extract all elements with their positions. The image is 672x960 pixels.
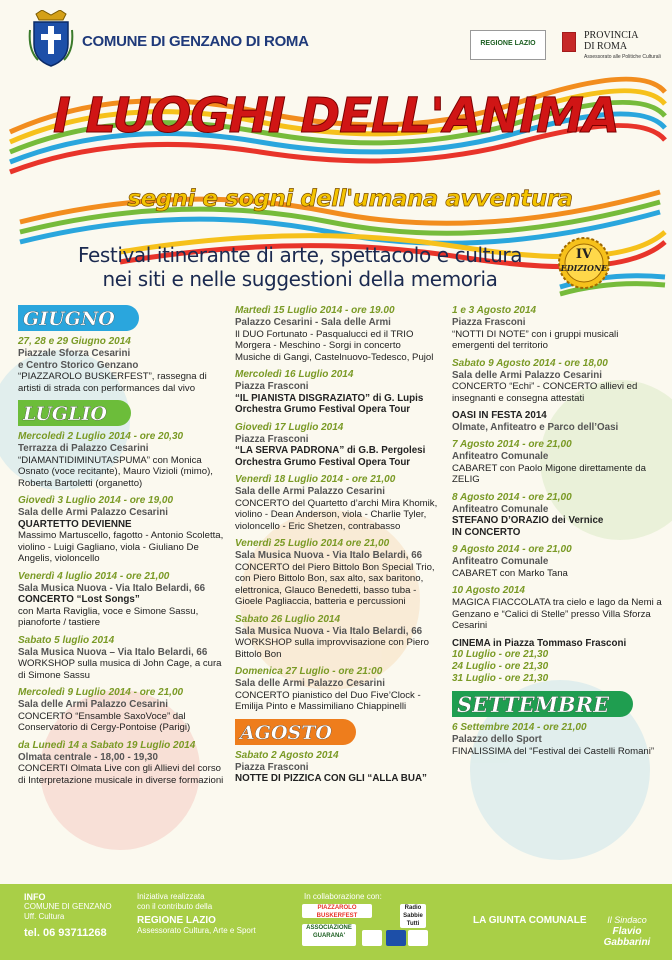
event-item (452, 410, 662, 433)
event-item (18, 336, 228, 394)
province-crest-icon (562, 32, 576, 52)
event-date: 10 Luglio - ore 21,30 (452, 649, 549, 660)
month-luglio: LUGLIO (18, 400, 228, 427)
event-place: Piazza Frasconi (235, 761, 309, 773)
provincia-sub: Assessorato alle Politiche Culturali (584, 54, 661, 60)
event-place: e Centro Storico Genzano (18, 359, 139, 371)
event-place: Sala Musica Nuova - Via Italo Belardi, 66 (18, 582, 206, 594)
event-desc2: Orchestra Grumo Festival Opera Tour (235, 456, 411, 468)
sindaco-title: Il Sindaco (607, 915, 647, 925)
event-place: Palazzo dello Sport (452, 734, 542, 745)
info-phone: tel. 06 93711268 (24, 927, 107, 939)
event-desc: CONCERTO del Quartetto d’archi Mira Khomik, violino - Dean Anderson, viola - Charlie Tyler, violoncello - Eric Shetzen, contrabasso (235, 497, 438, 532)
event-desc2: con Marta Raviglia, voce e Simone Sassu, pianoforte / tastiere (18, 605, 199, 628)
month-agosto: AGOSTO (235, 719, 440, 746)
info-title: INFO (24, 892, 46, 902)
info-line1: COMUNE DI GENZANO (24, 902, 112, 911)
initiative-line1: Iniziativa realizzata (137, 892, 205, 901)
event-place: Sala delle Armi Palazzo Cesarini (18, 507, 168, 518)
event-date: Martedì 15 Luglio 2014 - ore 19.00 (235, 305, 395, 316)
event-date: Mercoledì 9 Luglio 2014 - ore 21,00 (18, 687, 184, 698)
event-item (18, 635, 228, 682)
event-place: Piazza Frasconi (452, 317, 526, 328)
event-place: Anfiteatro Comunale (452, 503, 549, 515)
info-line2: Uff. Cultura (24, 912, 65, 921)
tagline-line1: Festival itinerante di arte, spettacolo e cultura (77, 243, 523, 267)
festival-subtitle: segni e sogni dell'umana avventura (127, 186, 573, 212)
event-date: Mercoledì 2 Luglio 2014 - ore 20,30 (18, 431, 184, 442)
event-desc: “NOTTI DI NOTE” con i gruppi musicali emergenti del territorio (452, 328, 619, 351)
event-item (235, 750, 440, 785)
event-place: Sala delle Armi Palazzo Cesarini (235, 678, 385, 689)
event-date: 27, 28 e 29 Giugno 2014 (18, 336, 131, 347)
event-date: Venerdì 4 luglio 2014 - ore 21,00 (18, 570, 170, 582)
event-date: 31 Luglio - ore 21,30 (452, 673, 549, 684)
event-date: 7 Agosto 2014 - ore 21,00 (452, 439, 572, 450)
event-place: Sala delle Armi Palazzo Cesarini (18, 699, 168, 710)
event-head: CINEMA in Piazza Tommaso Frasconi (452, 637, 627, 649)
event-desc: CABARET con Paolo Migone direttamente da ZELIG (452, 462, 646, 485)
provincia-logo (562, 30, 670, 66)
event-place: Sala Musica Nuova - Via Italo Belardi, 66 (235, 625, 423, 637)
event-date: Sabato 5 luglio 2014 (18, 634, 115, 646)
event-desc: CONCERTO pianistico del Duo Five’Clock - Emilija Pinto e Massimiliano Chiappinelli (235, 689, 421, 712)
event-desc: WORKSHOP sulla musica di John Cage, a cura di Simone Sassu (18, 658, 222, 681)
event-head: OASI IN FESTA 2014 (452, 410, 547, 421)
event-item (235, 305, 440, 363)
initiative-regione: REGIONE LAZIO (137, 915, 216, 926)
event-date: Sabato 9 Agosto 2014 - ore 18,00 (452, 357, 608, 369)
event-desc: “DIAMANTIDIMINUTASPUMA” con Monica Osnato (voce recitante), Mauro Vizioli (mimo), Roberta Bartoletti (organetto) (18, 454, 213, 489)
initiative-assessorato: Assessorato Cultura, Arte e Sport (137, 926, 256, 935)
column-3 (452, 305, 662, 763)
event-place: Sala Musica Nuova – Via Italo Belardi, 66 (18, 646, 208, 658)
event-date: 6 Settembre 2014 - ore 21,00 (452, 722, 587, 733)
event-item (452, 544, 662, 579)
event-item (18, 687, 228, 734)
footer-initiative (137, 892, 256, 936)
guarana-logo: ASSOCIAZIONE GUARANA' (302, 924, 356, 946)
event-desc: Il DUO Fortunato - Pasqualucci ed il TRIO Morgera - Meschino - Sorgi in concerto (235, 328, 414, 351)
event-date: 10 Agosto 2014 (452, 585, 525, 596)
event-place: Terrazza di Palazzo Cesarini (18, 443, 149, 454)
event-item (235, 474, 440, 532)
event-desc: “PIAZZAROLO BUSKERFEST”, rassegna di artisti di strada con performances dal vivo (18, 371, 207, 394)
event-desc: “LA SERVA PADRONA” di G.B. Pergolesi (235, 445, 426, 456)
event-desc: QUARTETTO DEVIENNE (18, 518, 132, 530)
header (0, 0, 672, 72)
provincia-name: PROVINCIA DI ROMA (584, 30, 639, 52)
event-item (452, 305, 662, 352)
event-item (18, 571, 228, 629)
tagline-line2: nei siti e nelle suggestioni della memoria (102, 267, 498, 291)
event-desc: “IL PIANISTA DISGRAZIATO” di G. Lupis (235, 392, 424, 404)
event-desc: WORKSHOP sulla improvvisazione con Piero Bittolo Bon (235, 637, 429, 660)
event-date: Mercoledì 16 Luglio 2014 (235, 369, 354, 380)
column-1 (18, 305, 228, 792)
event-date: da Lunedì 14 a Sabato 19 Luglio 2014 (18, 739, 196, 751)
event-desc2: IN CONCERTO (452, 526, 521, 538)
event-place: Sala delle Armi Palazzo Cesarini (452, 369, 602, 381)
event-item (235, 369, 440, 416)
event-date: Giovedì 3 Luglio 2014 - ore 19,00 (18, 495, 174, 506)
event-item (452, 638, 662, 686)
event-desc2: Orchestra Grumo Festival Opera Tour (235, 404, 411, 415)
buskerfest-logo: PIAZZAROLO BUSKERFEST (302, 904, 372, 918)
small-logo-1 (362, 930, 382, 946)
event-desc: CONCERTO “Lost Songs” (18, 594, 140, 605)
event-item (452, 439, 662, 486)
event-date: 1 e 3 Agosto 2014 (452, 305, 537, 316)
festival-title: I LUOGHI DELL'ANIMA (52, 88, 620, 144)
event-desc2: Massimo Martuscello, fagotto - Antonio Scoletta, violino - Luigi Gagliano, viola - Giuliano De Angelis, violoncello (18, 530, 224, 564)
event-date: Venerdì 18 Luglio 2014 - ore 21,00 (235, 474, 396, 485)
event-place: Piazzale Sforza Cesarini (18, 348, 131, 359)
event-date: 9 Agosto 2014 - ore 21,00 (452, 544, 572, 555)
collab-logos (300, 904, 430, 950)
collab-label: In collaborazione con: (304, 892, 382, 901)
event-date: Sabato 2 Agosto 2014 (235, 749, 339, 761)
sindaco-name: Flavio Gabbarini (603, 926, 651, 948)
initiative-line2: con il contributo della (137, 902, 213, 911)
event-place: Piazza Frasconi (235, 433, 309, 445)
event-place: Olmata centrale - 18,00 - 19,30 (18, 751, 158, 763)
event-item (235, 614, 440, 661)
event-item (452, 492, 662, 539)
event-date: Venerdì 25 Luglio 2014 ore 21,00 (235, 538, 390, 549)
column-2 (235, 305, 440, 791)
event-date: 24 Luglio - ore 21,30 (452, 661, 549, 672)
event-item (235, 538, 440, 608)
regione-lazio-logo-text: REGIONE LAZIO (480, 40, 536, 47)
event-desc: NOTTE DI PIZZICA CON GLI “ALLA BUA” (235, 773, 427, 784)
event-item (18, 740, 228, 787)
event-place: Sala Musica Nuova - Via Italo Belardi, 66 (235, 550, 423, 561)
event-item (235, 422, 440, 469)
event-item (452, 585, 662, 632)
event-date: Sabato 26 Luglio 2014 (235, 613, 341, 625)
event-item (235, 666, 440, 713)
radio-logo: Radio Sabbie Tutti (400, 904, 426, 928)
footer (0, 884, 672, 960)
event-place: Anfiteatro Comunale (452, 451, 549, 462)
event-place: Anfiteatro Comunale (452, 556, 549, 567)
event-desc: FINALISSIMA del “Festival dei Castelli Romani” (452, 745, 655, 757)
event-place: Olmate, Anfiteatro e Parco dell’Oasi (452, 421, 619, 433)
event-desc: CONCERTO “Echi” - CONCERTO allievi ed insegnanti e consegna attestati (452, 381, 638, 404)
month-settembre: SETTEMBRE (452, 691, 662, 718)
event-desc: CONCERTO del Piero Bittolo Bon Special Trio, con Piero Bittolo Bon, sax alto, sax baritono, elettronica, Glauco Benedetti, basso tuba - Gioele Pagliaccia, batteria e percussioni (235, 561, 435, 607)
sindaco (592, 915, 662, 948)
giunta-comunale: LA GIUNTA COMUNALE (473, 915, 587, 926)
crest-icon (28, 10, 74, 68)
event-desc: STEFANO D’ORAZIO dei Vernice (452, 515, 604, 526)
event-desc2: Musiche di Gangi, Castelnuovo-Tedesco, Pujol (235, 351, 434, 363)
event-date: Giovedì 17 Luglio 2014 (235, 421, 344, 433)
event-place: Sala delle Armi Palazzo Cesarini (235, 486, 385, 497)
small-logo-2 (386, 930, 406, 946)
event-desc: CONCERTO “Ensamble SaxoVoce” dal Conservatorio di Cergy-Pontoise (Parigi) (18, 710, 191, 733)
event-date: Domenica 27 Luglio - ore 21:00 (235, 666, 383, 677)
edition-label: EDIZIONE (560, 263, 608, 273)
event-item (18, 431, 228, 489)
event-desc: CABARET con Marko Tana (452, 567, 568, 579)
footer-info (24, 892, 112, 938)
event-item (452, 358, 662, 405)
regione-lazio-logo (470, 30, 546, 60)
month-giugno: GIUGNO (18, 305, 228, 332)
event-place: Piazza Frasconi (235, 381, 309, 392)
edition-number: IV (575, 247, 593, 262)
event-place: Palazzo Cesarini - Sala delle Armi (235, 317, 391, 328)
event-item (18, 495, 228, 565)
edition-seal-icon (558, 237, 610, 289)
event-date: 8 Agosto 2014 - ore 21,00 (452, 491, 572, 503)
event-desc: CONCERTI Olmata Live con gli Allievi del corso di Interpretazione musicale in diverse formazioni (18, 763, 224, 786)
event-desc: MAGICA FIACCOLATA tra cielo e lago da Nemi a Genzano e “Calici di Stelle” presso Villa Sforza Cesarini (452, 597, 662, 631)
small-logo-3 (408, 930, 428, 946)
event-item (452, 722, 662, 757)
comune-title: COMUNE DI GENZANO DI ROMA (82, 33, 309, 50)
